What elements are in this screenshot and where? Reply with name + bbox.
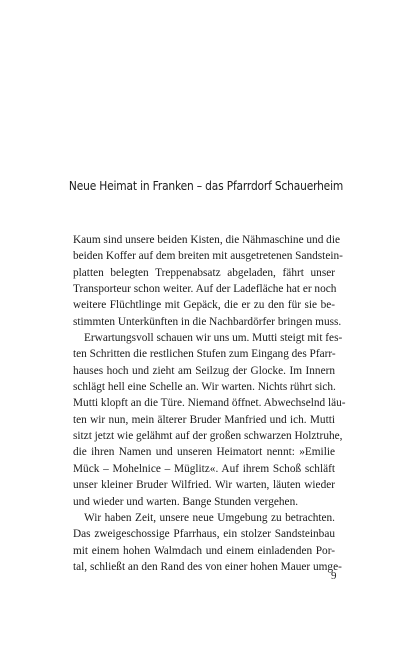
chapter-title: Neue Heimat in Franken – das Pfarrdorf Schauerheim <box>68 178 344 193</box>
page-number: 9 <box>331 570 337 582</box>
text-line: Kaum sind unsere beiden Kisten, die Nähmaschine und die <box>73 234 340 246</box>
text-line: und wieder und warten. Bange Stunden vergehen. <box>73 495 299 508</box>
text-line: Wir haben Zeit, unsere neue Umgebung zu betrachten. <box>84 511 335 524</box>
text-line: platten belegten Treppenabsatz abgeladen, fährt unser <box>73 266 335 279</box>
text-line: Mutti klopft an die Türe. Niemand öffnet. Abwechselnd läu- <box>73 397 346 410</box>
text-line: tal, schließt an den Rand des von einer hohen Mauer umge- <box>73 560 342 573</box>
text-line: die ihren Namen und unseren Heimatort nennt: »Emilie <box>73 446 335 459</box>
text-line: beiden Koffer auf dem breiten mit ausgetretenen Sandstein- <box>73 250 343 263</box>
text-line: Das zweigeschossige Pfarrhaus, ein stolzer Sandsteinbau <box>73 528 335 541</box>
text-line: mit einem hohen Walmdach und einem einladenden Por- <box>73 544 335 557</box>
text-line: stimmten Unterkünften in die Nachbardörfer bringen muss. <box>73 315 342 328</box>
body-text <box>73 232 346 575</box>
text-line: Erwartungsvoll schauen wir uns um. Mutti steigt mit fes- <box>84 332 343 345</box>
text-line: unser kleiner Bruder Wilfried. Wir warten, läuten wieder <box>73 479 335 492</box>
text-line: hauses hoch und zieht am Seilzug der Glocke. Im Innern <box>73 364 335 377</box>
text-line: Mück – Mohelnice – Müglitz«. Auf ihrem Schoß schläft <box>73 462 335 475</box>
text-line: ten Schritten die restlichen Stufen zum Eingang des Pfarr- <box>73 348 336 361</box>
text-line: sitzt jetzt wie gelähmt auf der großen schwarzen Holztruhe, <box>73 430 343 443</box>
text-line: Transporteur schon weiter. Auf der Ladefläche hat er noch <box>73 283 337 296</box>
text-line: schlägt hell eine Schelle an. Wir warten. Nichts rührt sich. <box>73 381 336 394</box>
text-line: weitere Flüchtlinge mit Gepäck, die er zu den für sie be- <box>73 299 335 312</box>
text-line: ten wir nun, mein älterer Bruder Manfried und ich. Mutti <box>73 413 335 426</box>
